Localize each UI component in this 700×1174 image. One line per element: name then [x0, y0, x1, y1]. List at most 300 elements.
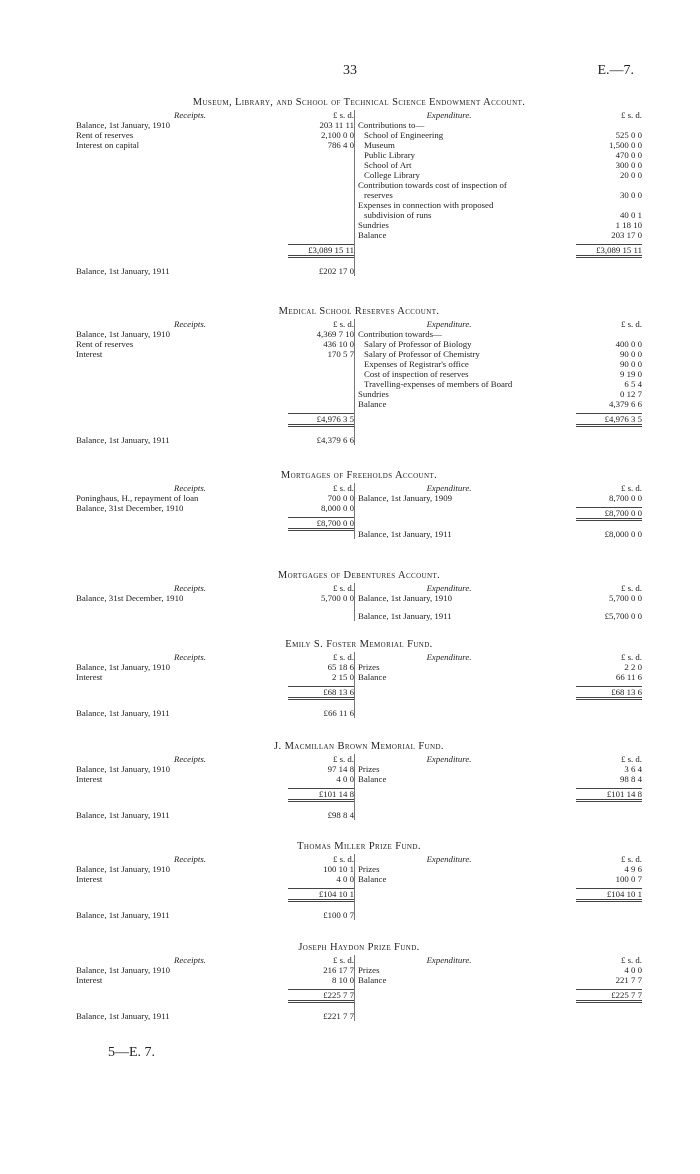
spacer: [76, 517, 288, 531]
expenditure-header-row: [358, 652, 642, 662]
spacer: [358, 686, 576, 700]
entry-label: Contributions to—: [358, 120, 425, 130]
money-columns-header: £ s. d.: [332, 854, 355, 864]
receipt-row: [76, 329, 354, 339]
receipt-row: [76, 874, 354, 884]
entry-amount: 300 0 0: [615, 160, 642, 170]
expenditure-row: [358, 140, 642, 150]
entry-label: Interest: [76, 874, 103, 884]
entry-amount: 4,379 6 6: [609, 399, 642, 409]
receipts-total-row: [76, 788, 354, 802]
entry-amount: 8 10 0: [332, 975, 355, 985]
spacer: [358, 788, 576, 802]
entry-label: School of Art: [364, 160, 412, 170]
entry-amount: [580, 200, 642, 210]
expenditure-total-row: [358, 989, 642, 1003]
receipt-row: [76, 130, 354, 140]
receipt-row: [76, 349, 354, 359]
receipts-header-row: [76, 854, 354, 864]
entry-amount: 40 0 1: [620, 210, 642, 220]
entry-label: Balance: [358, 230, 387, 240]
entry-amount: [580, 180, 642, 190]
account-body: [76, 955, 642, 1021]
entry-amount: 436 10 0: [323, 339, 355, 349]
expenditure-row: [358, 379, 642, 389]
closing-balance-label: Balance, 1st January, 1911: [76, 1011, 170, 1021]
expenditure-header: Expenditure.: [426, 854, 472, 864]
receipts-header: Receipts.: [174, 854, 206, 864]
entry-label: Interest on capital: [76, 140, 140, 150]
entry-label: Balance, 1st January, 1910: [76, 329, 170, 339]
receipts-header-row: [76, 319, 354, 329]
receipt-row: [76, 140, 354, 150]
account-title: Mortgages of Freeholds Account.: [280, 470, 438, 481]
entry-amount: 525 0 0: [615, 130, 642, 140]
spacer: [76, 244, 288, 258]
account-body: [76, 583, 642, 621]
closing-balance-amount: £98 8 4: [327, 810, 355, 820]
expenditure-total-row: [358, 413, 642, 427]
expenditure-row: [358, 160, 642, 170]
expenditure-row: [358, 339, 642, 349]
blank-row: [76, 399, 354, 409]
receipts-total: £68 13 6: [288, 686, 354, 700]
blank-row: [76, 389, 354, 399]
spacer: [358, 507, 576, 521]
entry-label: Expenses of Registrar's office: [364, 359, 469, 369]
account-title: Medical School Reserves Account.: [278, 306, 440, 317]
entry-amount: 6 5 4: [624, 379, 642, 389]
money-columns-header: £ s. d.: [620, 319, 642, 329]
expenditure-row: [358, 764, 642, 774]
closing-balance-label: Balance, 1st January, 1911: [358, 611, 452, 621]
receipts-total-row: [76, 244, 354, 258]
entry-amount: 203 11 11: [319, 120, 355, 130]
expenditure-total: £101 14 8: [576, 788, 642, 802]
expenditure-column: [354, 955, 642, 1021]
expenditure-row: [358, 774, 642, 784]
closing-balance-label: Balance, 1st January, 1911: [358, 529, 452, 539]
receipts-total-row: [76, 413, 354, 427]
blank-row: [76, 369, 354, 379]
receipts-header-row: [76, 754, 354, 764]
receipt-row: [76, 662, 354, 672]
expenditure-row: [358, 329, 642, 339]
receipts-header: Receipts.: [174, 319, 206, 329]
entry-amount: 4,369 7 10: [316, 329, 355, 339]
receipts-header: Receipts.: [174, 583, 206, 593]
receipts-header-row: [76, 110, 354, 120]
entry-label: Contribution towards cost of inspection of: [358, 180, 507, 190]
entry-label: Museum: [364, 140, 395, 150]
spacer: [76, 788, 288, 802]
expenditure-row: [358, 359, 642, 369]
entry-amount: 5,700 0 0: [321, 593, 355, 603]
receipts-header: Receipts.: [174, 110, 206, 120]
money-columns-header: £ s. d.: [620, 483, 642, 493]
receipts-total-row: [76, 989, 354, 1003]
expenditure-row: [358, 399, 642, 409]
account-title: Mortgages of Debentures Account.: [277, 570, 441, 581]
closing-balance-amount: £8,000 0 0: [604, 529, 642, 539]
receipt-row: [76, 339, 354, 349]
entry-amount: 5,700 0 0: [609, 593, 642, 603]
expenditure-header-row: [358, 319, 642, 329]
expenditure-row: [358, 120, 642, 130]
blank-row: [76, 210, 354, 220]
money-columns-header: £ s. d.: [332, 319, 355, 329]
closing-balance-amount: £100 0 7: [323, 910, 355, 920]
entry-label: Balance, 1st January, 1910: [76, 965, 170, 975]
spacer: [76, 888, 288, 902]
entry-amount: 90 0 0: [620, 359, 642, 369]
receipts-total: £104 10 1: [288, 888, 354, 902]
receipt-row: [76, 672, 354, 682]
money-columns-header: £ s. d.: [332, 955, 355, 965]
closing-balance-amount: £202 17 0: [318, 266, 355, 276]
entry-label: Travelling-expenses of members of Board: [364, 379, 513, 389]
closing-balance-label: Balance, 1st January, 1911: [76, 810, 170, 820]
expenditure-header-row: [358, 854, 642, 864]
entry-label: Balance, 1st January, 1910: [76, 764, 170, 774]
entry-amount: 65 18 6: [327, 662, 355, 672]
entry-label: Prizes: [358, 965, 380, 975]
expenditure-row: [358, 672, 642, 682]
entry-label: Public Library: [364, 150, 416, 160]
receipts-column: [76, 754, 354, 820]
spacer: [358, 989, 576, 1003]
expenditure-total: £104 10 1: [576, 888, 642, 902]
closing-balance-row: [76, 910, 354, 920]
expenditure-header: Expenditure.: [426, 652, 472, 662]
spacer: [358, 413, 576, 427]
expenditure-header: Expenditure.: [426, 483, 472, 493]
entry-label: Balance, 1st January, 1909: [358, 493, 452, 503]
expenditure-column: [354, 754, 642, 820]
receipts-column: [76, 652, 354, 718]
expenditure-column: [354, 319, 642, 445]
entry-amount: 2,100 0 0: [321, 130, 355, 140]
receipts-total: £101 14 8: [288, 788, 354, 802]
receipts-column: [76, 854, 354, 920]
expenditure-header: Expenditure.: [426, 754, 472, 764]
closing-balance-label: Balance, 1st January, 1911: [76, 266, 170, 276]
expenditure-total: £225 7 7: [576, 989, 642, 1003]
entry-label: Prizes: [358, 764, 380, 774]
entry-amount: 470 0 0: [615, 150, 642, 160]
expenditure-total-row: [358, 788, 642, 802]
entry-label: Interest: [76, 774, 103, 784]
entry-amount: 2 2 0: [624, 662, 642, 672]
expenditure-row: [358, 864, 642, 874]
expenditure-header-row: [358, 754, 642, 764]
expenditure-header: Expenditure.: [426, 583, 472, 593]
closing-balance-row: [358, 611, 642, 621]
account-body: [76, 854, 642, 920]
receipts-total: £8,700 0 0: [288, 517, 354, 531]
entry-amount: 20 0 0: [620, 170, 642, 180]
receipt-row: [76, 120, 354, 130]
closing-balance-row: [76, 708, 354, 718]
expenditure-total: £3,089 15 11: [576, 244, 642, 258]
money-columns-header: £ s. d.: [332, 652, 355, 662]
spacer: [76, 686, 288, 700]
entry-amount: 100 0 7: [615, 874, 642, 884]
closing-balance-row: [358, 529, 642, 539]
expenditure-total: £8,700 0 0: [576, 507, 642, 521]
spacer: [358, 888, 576, 902]
entry-amount: 4 0 0: [336, 874, 355, 884]
closing-balance-amount: £66 11 6: [323, 708, 355, 718]
account-title: J. Macmillan Brown Memorial Fund.: [274, 741, 444, 752]
entry-label: Interest: [76, 975, 103, 985]
entry-label: Balance, 1st January, 1910: [358, 593, 452, 603]
account-title: Thomas Miller Prize Fund.: [297, 841, 421, 852]
entry-label: Balance: [358, 672, 387, 682]
entry-amount: 97 14 8: [327, 764, 355, 774]
money-columns-header: £ s. d.: [620, 110, 642, 120]
entry-amount: [580, 120, 642, 130]
entry-label: Balance, 31st December, 1910: [76, 593, 184, 603]
entry-amount: 170 5 7: [327, 349, 355, 359]
expenditure-row: [358, 220, 642, 230]
entry-amount: 8,700 0 0: [609, 493, 642, 503]
expenditure-row: [358, 369, 642, 379]
entry-amount: 30 0 0: [620, 190, 642, 200]
entry-label: Balance: [358, 774, 387, 784]
entry-amount: 66 11 6: [615, 672, 642, 682]
spacer: [76, 413, 288, 427]
account-body: [76, 483, 642, 539]
entry-label: Prizes: [358, 864, 380, 874]
expenditure-row: [358, 975, 642, 985]
closing-balance-row: [76, 1011, 354, 1021]
closing-balance-amount: £4,379 6 6: [316, 435, 355, 445]
entry-amount: 3 6 4: [624, 764, 642, 774]
receipt-row: [76, 503, 354, 513]
expenditure-row: [358, 662, 642, 672]
entry-label: Rent of reserves: [76, 339, 134, 349]
receipts-column: [76, 110, 354, 276]
entry-label: Balance, 1st January, 1910: [76, 864, 170, 874]
closing-balance-row: [76, 435, 354, 445]
blank-row: [76, 230, 354, 240]
expenditure-row: [358, 130, 642, 140]
receipts-header-row: [76, 483, 354, 493]
account-section: [76, 640, 642, 718]
receipt-row: [76, 774, 354, 784]
receipts-column: [76, 319, 354, 445]
account-section: [76, 842, 642, 920]
closing-balance-label: Balance, 1st January, 1911: [76, 435, 170, 445]
receipts-total: £3,089 15 11: [288, 244, 354, 258]
receipts-total: £4,976 3 5: [288, 413, 354, 427]
entry-label: Balance, 1st January, 1910: [76, 662, 170, 672]
expenditure-row: [358, 349, 642, 359]
receipts-total: £225 7 7: [288, 989, 354, 1003]
blank-row: [76, 359, 354, 369]
entry-label: Balance, 31st December, 1910: [76, 503, 184, 513]
closing-balance-label: Balance, 1st January, 1911: [76, 708, 170, 718]
expenditure-row: [358, 180, 642, 190]
expenditure-row: [358, 190, 642, 200]
expenditure-row: [358, 493, 642, 503]
account-title: Emily S. Foster Memorial Fund.: [285, 639, 433, 650]
blank-row: [76, 220, 354, 230]
account-title: Joseph Haydon Prize Fund.: [298, 942, 420, 953]
receipt-row: [76, 493, 354, 503]
expenditure-row: [358, 170, 642, 180]
entry-label: Balance: [358, 975, 387, 985]
entry-label: reserves: [364, 190, 393, 200]
expenditure-header-row: [358, 583, 642, 593]
receipts-column: [76, 955, 354, 1021]
entry-label: Salary of Professor of Chemistry: [364, 349, 480, 359]
expenditure-header: Expenditure.: [426, 319, 472, 329]
expenditure-total: £4,976 3 5: [576, 413, 642, 427]
entry-label: Sundries: [358, 220, 389, 230]
money-columns-header: £ s. d.: [620, 854, 642, 864]
receipt-row: [76, 593, 354, 603]
expenditure-header-row: [358, 110, 642, 120]
account-section: [76, 471, 642, 539]
money-columns-header: £ s. d.: [620, 652, 642, 662]
entry-amount: 8,000 0 0: [321, 503, 355, 513]
expenditure-row: [358, 874, 642, 884]
entry-amount: [580, 329, 642, 339]
entry-amount: 2 15 0: [332, 672, 355, 682]
money-columns-header: £ s. d.: [620, 754, 642, 764]
closing-balance-row: [76, 810, 354, 820]
expenditure-row: [358, 389, 642, 399]
expenditure-column: [354, 483, 642, 539]
entry-label: Rent of reserves: [76, 130, 134, 140]
money-columns-header: £ s. d.: [332, 754, 355, 764]
expenditure-total-row: [358, 244, 642, 258]
entry-amount: 4 0 0: [624, 965, 642, 975]
entry-label: Salary of Professor of Biology: [364, 339, 472, 349]
entry-label: subdivision of runs: [364, 210, 432, 220]
entry-amount: 203 17 0: [611, 230, 642, 240]
closing-balance-amount: £221 7 7: [323, 1011, 355, 1021]
blank-row: [76, 170, 354, 180]
entry-amount: 100 10 1: [323, 864, 355, 874]
blank-row: [76, 379, 354, 389]
receipts-total-row: [76, 517, 354, 531]
expenditure-row: [358, 965, 642, 975]
blank-row: [76, 150, 354, 160]
receipts-header-row: [76, 652, 354, 662]
account-section: [76, 943, 642, 1021]
receipt-row: [76, 764, 354, 774]
entry-label: School of Engineering: [364, 130, 444, 140]
receipts-header-row: [76, 583, 354, 593]
entry-label: Balance: [358, 874, 387, 884]
entry-label: Interest: [76, 672, 103, 682]
entry-label: Cost of inspection of reserves: [364, 369, 469, 379]
blank-row: [76, 190, 354, 200]
account-body: [76, 652, 642, 718]
receipts-header: Receipts.: [174, 955, 206, 965]
expenditure-header: Expenditure.: [426, 955, 472, 965]
expenditure-total-row: [358, 888, 642, 902]
receipts-header: Receipts.: [174, 754, 206, 764]
blank-row: [76, 200, 354, 210]
account-body: [76, 754, 642, 820]
entry-amount: 4 0 0: [336, 774, 355, 784]
closing-balance-row: [76, 266, 354, 276]
entry-label: Sundries: [358, 389, 389, 399]
receipt-row: [76, 965, 354, 975]
entry-amount: 4 9 6: [624, 864, 642, 874]
expenditure-header-row: [358, 483, 642, 493]
entry-label: Balance, 1st January, 1910: [76, 120, 170, 130]
blank-row: [76, 160, 354, 170]
receipts-header: Receipts.: [174, 652, 206, 662]
expenditure-total-row: [358, 686, 642, 700]
money-columns-header: £ s. d.: [332, 110, 355, 120]
entry-label: Prizes: [358, 662, 380, 672]
account-body: [76, 110, 642, 276]
page-number: 33: [343, 63, 357, 78]
expenditure-row: [358, 210, 642, 220]
expenditure-total: £68 13 6: [576, 686, 642, 700]
entry-amount: 98 8 4: [620, 774, 642, 784]
entry-amount: 0 12 7: [620, 389, 642, 399]
expenditure-column: [354, 854, 642, 920]
closing-balance-label: Balance, 1st January, 1911: [76, 910, 170, 920]
account-section: [76, 307, 642, 445]
receipt-row: [76, 864, 354, 874]
account-section: [76, 98, 642, 276]
entry-label: College Library: [364, 170, 420, 180]
entry-amount: 1,500 0 0: [609, 140, 642, 150]
entry-amount: 400 0 0: [615, 339, 642, 349]
money-columns-header: £ s. d.: [620, 955, 642, 965]
expenditure-row: [358, 593, 642, 603]
entry-amount: 700 0 0: [327, 493, 355, 503]
spacer: [358, 244, 576, 258]
account-section: [76, 571, 642, 621]
account-section: [76, 742, 642, 820]
account-title: Museum, Library, and School of Technical Science Endowment Account.: [192, 97, 526, 108]
receipts-header-row: [76, 955, 354, 965]
account-body: [76, 319, 642, 445]
closing-balance-amount: £5,700 0 0: [604, 611, 642, 621]
entry-amount: 1 18 10: [615, 220, 642, 230]
entry-label: Poninghaus, H., repayment of loan: [76, 493, 199, 503]
receipts-column: [76, 483, 354, 539]
receipts-column: [76, 583, 354, 621]
expenditure-header-row: [358, 955, 642, 965]
money-columns-header: £ s. d.: [332, 483, 355, 493]
receipts-total-row: [76, 686, 354, 700]
money-columns-header: £ s. d.: [332, 583, 355, 593]
expenditure-row: [358, 150, 642, 160]
expenditure-column: [354, 110, 642, 276]
page-footer: 5—E. 7.: [108, 1045, 156, 1060]
entry-amount: 786 4 0: [327, 140, 355, 150]
entry-amount: 9 19 0: [620, 369, 642, 379]
entry-amount: 216 17 7: [323, 965, 355, 975]
expenditure-column: [354, 652, 642, 718]
receipts-total-row: [76, 888, 354, 902]
entry-label: Interest: [76, 349, 103, 359]
entry-label: Balance: [358, 399, 387, 409]
entry-label: Contribution towards—: [358, 329, 442, 339]
entry-amount: 221 7 7: [615, 975, 642, 985]
page-reference: E.—7.: [597, 63, 634, 78]
